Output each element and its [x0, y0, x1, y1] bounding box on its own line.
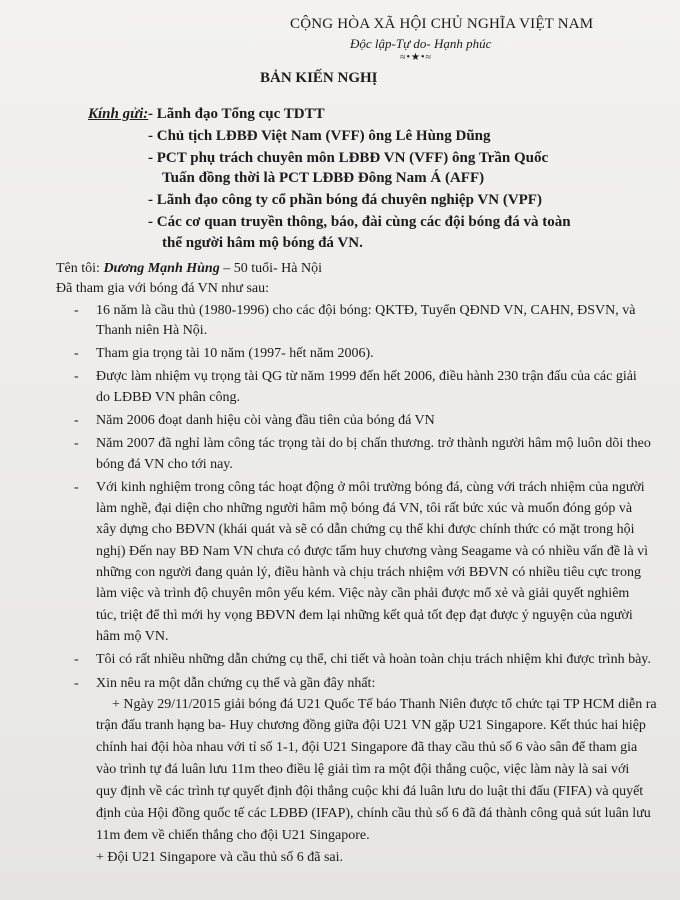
addressee-line: - PCT phụ trách chuyên môn LĐBĐ VN (VFF) ông Trần Quốc	[148, 150, 549, 166]
bullet-marker: -	[74, 480, 79, 495]
author-suffix: – 50 tuổi- Hà Nội	[219, 261, 322, 276]
addressee-label: Kính gửi:	[88, 106, 149, 122]
evidence-line: + Ngày 29/11/2015 giải bóng đá U21 Quốc Tế báo Thanh Niên được tổ chức tại TP HCM diễn ra	[112, 697, 657, 712]
nation-header: CỘNG HÒA XÃ HỘI CHỦ NGHĨA VIỆT NAM	[290, 16, 594, 32]
item-line: do LĐBĐ VN phân công.	[96, 390, 241, 405]
item-line: Tôi có rất nhiều những dẫn chứng cụ thể, chi tiết và hoàn toàn chịu trách nhiệm khi được trình bày.	[96, 652, 651, 667]
item-line: Năm 2007 đã nghỉ làm công tác trọng tài do bị chấn thương. trở thành người hâm mộ luôn dõi theo	[96, 436, 651, 451]
item-line: nghị) Đến nay BĐ Nam VN chưa có được tấm huy chương vàng Seagame và có nhiều vấn đề là vì	[96, 544, 649, 559]
addressee-line: - Các cơ quan truyền thông, báo, đài cùng các đội bóng đá và toàn	[148, 214, 571, 230]
bullet-marker: -	[74, 303, 79, 318]
item-line: làm việc và trình độ chuyên môn yếu kém. Việc này cần phải được mổ xẻ và giải quyết nghiêm	[96, 586, 630, 601]
item-line: Xin nêu ra một dẫn chứng cụ thể và gần đây nhất:	[96, 676, 376, 691]
participation-heading: Đã tham gia với bóng đá VN như sau:	[56, 281, 270, 296]
evidence-line: định của Hội đồng quốc tế các LĐBĐ (IFAP), chính cầu thủ số 6 đã đá thành công quả sút luân lưu	[96, 806, 651, 821]
item-line: 16 năm là cầu thủ (1980-1996) cho các đội bóng: QKTĐ, Tuyển QĐND VN, CAHN, ĐSVN, và	[96, 303, 636, 318]
addressee-line: - Lãnh đạo công ty cổ phần bóng đá chuyên nghiệp VN (VPF)	[148, 192, 542, 208]
addressee-line: - Chủ tịch LĐBĐ Việt Nam (VFF) ông Lê Hùng Dũng	[148, 128, 491, 144]
item-line: Thanh niên Hà Nội.	[96, 323, 208, 338]
bullet-marker: -	[74, 346, 79, 361]
item-line: làm nghề, đại diện cho những người hâm mộ bóng đá VN, tôi rất bức xúc và muốn đóng góp và	[96, 501, 633, 516]
item-line: Năm 2006 đoạt danh hiệu còi vàng đầu tiên của bóng đá VN	[96, 413, 435, 428]
item-line: xây dựng cho BĐVN (khái quát và sẽ có dẫn chứng cụ thể khi được chính thức có mặt trong hội	[96, 522, 635, 537]
author-line	[56, 261, 322, 277]
evidence-line: + Đội U21 Singapore và cầu thủ số 6 đã sai.	[96, 850, 344, 865]
addressee-line: - Lãnh đạo Tổng cục TDTT	[148, 106, 325, 122]
bullet-marker: -	[74, 413, 79, 428]
evidence-line: vào trình tự đá luân lưu 11m theo điều lệ giải tìm ra một đội thắng cuộc, việc làm này là sai với	[96, 762, 630, 777]
item-line: bóng đá VN cho tới nay.	[96, 457, 233, 472]
item-line: Được làm nhiệm vụ trọng tài QG từ năm 1999 đến hết 2006, điều hành 230 trận đấu của các giải	[96, 369, 637, 384]
bullet-marker: -	[74, 436, 79, 451]
bullet-marker: -	[74, 676, 79, 691]
evidence-line: quy định về các trình tự quyết định đội thắng cuộc khi đá luân lưu do luật thi đấu (FIFA) và quyết	[96, 784, 644, 799]
addressee-line: Tuấn đồng thời là PCT LĐBĐ Đông Nam Á (AFF)	[162, 170, 485, 186]
motto-line: Độc lập-Tự do- Hạnh phúc	[350, 36, 492, 51]
item-line: những con người đang quản lý, điều hành và chịu trách nhiệm với BĐVN có nhiều tiêu cực trong	[96, 565, 641, 580]
author-prefix: Tên tôi:	[56, 261, 104, 276]
document-title: BẢN KIẾN NGHỊ	[260, 70, 378, 86]
item-line: Với kinh nghiệm trong công tác hoạt động ở môi trường bóng đá, cùng với trách nhiệm của người	[96, 480, 645, 495]
evidence-line: trận đấu tranh hạng ba- Huy chương đồng giữa đội U21 VN gặp U21 Singapore. Kết thúc hai hiệp	[96, 718, 646, 733]
bullet-marker: -	[74, 652, 79, 667]
evidence-line: 11m đem về chiến thắng cho đội U21 Singapore.	[96, 828, 370, 843]
item-line: túc, triệt để thì mới hy vọng BĐVN đem lại những kết quả tốt đẹp đạt được ý nguyện của người	[96, 608, 633, 623]
addressee-line: thể người hâm mộ bóng đá VN.	[162, 235, 363, 251]
item-line: Tham gia trọng tài 10 năm (1997- hết năm 2006).	[96, 346, 374, 361]
ornament-divider: ≈•★•≈	[400, 52, 432, 63]
evidence-line: chính hai đội hòa nhau với tỉ số 1-1, đội U21 Singapore đã thay cầu thủ số 6 vào sân để tham gia	[96, 740, 638, 755]
item-line: hâm mộ VN.	[96, 629, 169, 644]
author-name: Dương Mạnh Hùng	[103, 261, 220, 276]
bullet-marker: -	[74, 369, 79, 384]
